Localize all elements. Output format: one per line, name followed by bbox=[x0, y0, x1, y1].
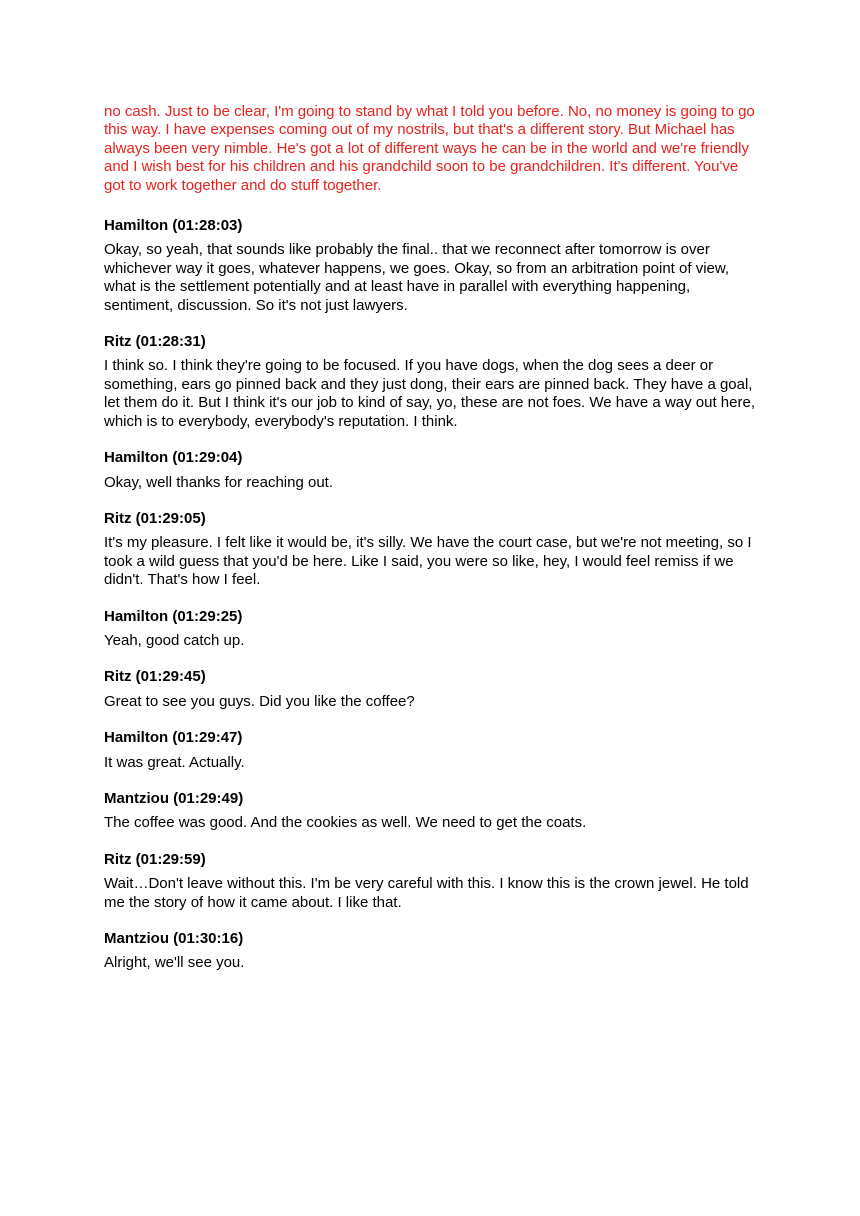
speaker-label: Hamilton (01:29:47) bbox=[104, 729, 243, 747]
utterance-text: Wait…Don't leave without this. I'm be very careful with this. I know this is the crown jewel. He told me the story of how it came about. I like that. bbox=[104, 875, 749, 911]
transcript-entry bbox=[104, 930, 760, 973]
speaker-label: Ritz (01:28:31) bbox=[104, 333, 206, 351]
transcript-entry bbox=[104, 729, 760, 772]
utterance-text: Okay, well thanks for reaching out. bbox=[104, 473, 333, 491]
transcript-entry bbox=[104, 608, 760, 651]
speaker-label: Hamilton (01:28:03) bbox=[104, 217, 243, 235]
utterance-text: I think so. I think they're going to be focused. If you have dogs, when the dog sees a deer or something, ears go pinned back and they just dong, their ears are pinned back. They have a goal, let them do it. But I think it's our job to kind of say, yo, these are not foes. We have a way out here, which is to everybody, everybody's reputation. I think. bbox=[104, 357, 755, 430]
transcript-entry bbox=[104, 449, 760, 492]
speaker-label: Hamilton (01:29:04) bbox=[104, 449, 243, 467]
highlighted-paragraph: no cash. Just to be clear, I'm going to stand by what I told you before. No, no money is going to go this way. I have expenses coming out of my nostrils, but that's a different story. But Michael has always been very nimble. He's got a lot of different ways he can be in the world and we're friendly and I wish best for his children and his grandchild soon to be grandchildren. It's different. You've got to work together and do stuff together. bbox=[104, 103, 755, 194]
utterance-text: Okay, so yeah, that sounds like probably the final.. that we reconnect after tomorrow is over whichever way it goes, whatever happens, we goes. Okay, so from an arbitration point of view, what is the settlement potentially and at least have in parallel with everything happening, sentiment, discussion. So it's not just lawyers. bbox=[104, 241, 730, 314]
utterance-text: The coffee was good. And the cookies as well. We need to get the coats. bbox=[104, 814, 587, 832]
utterance-text: Yeah, good catch up. bbox=[104, 631, 245, 649]
utterance-text: Great to see you guys. Did you like the coffee? bbox=[104, 692, 415, 710]
speaker-label: Mantziou (01:30:16) bbox=[104, 930, 244, 947]
speaker-label: Ritz (01:29:45) bbox=[104, 668, 206, 686]
transcript-entry bbox=[104, 790, 760, 833]
speaker-label: Ritz (01:29:05) bbox=[104, 509, 206, 527]
speaker-label: Mantziou (01:29:49) bbox=[104, 789, 244, 807]
utterance-text: Alright, we'll see you. bbox=[104, 954, 245, 972]
transcript-entry bbox=[104, 510, 760, 590]
speaker-label: Hamilton (01:29:25) bbox=[104, 607, 243, 625]
transcript-page bbox=[104, 103, 760, 991]
utterance-text: It was great. Actually. bbox=[104, 753, 245, 771]
speaker-label: Ritz (01:29:59) bbox=[104, 850, 206, 868]
transcript-entry bbox=[104, 851, 760, 912]
utterance-text: It's my pleasure. I felt like it would be, it's silly. We have the court case, but we're not meeting, so I took a wild guess that you'd be here. Like I said, you were so like, hey, I would feel remiss if we didn't. That's how I feel. bbox=[104, 534, 752, 589]
transcript-entry bbox=[104, 333, 760, 431]
transcript-entry bbox=[104, 217, 760, 315]
transcript-entry bbox=[104, 668, 760, 711]
